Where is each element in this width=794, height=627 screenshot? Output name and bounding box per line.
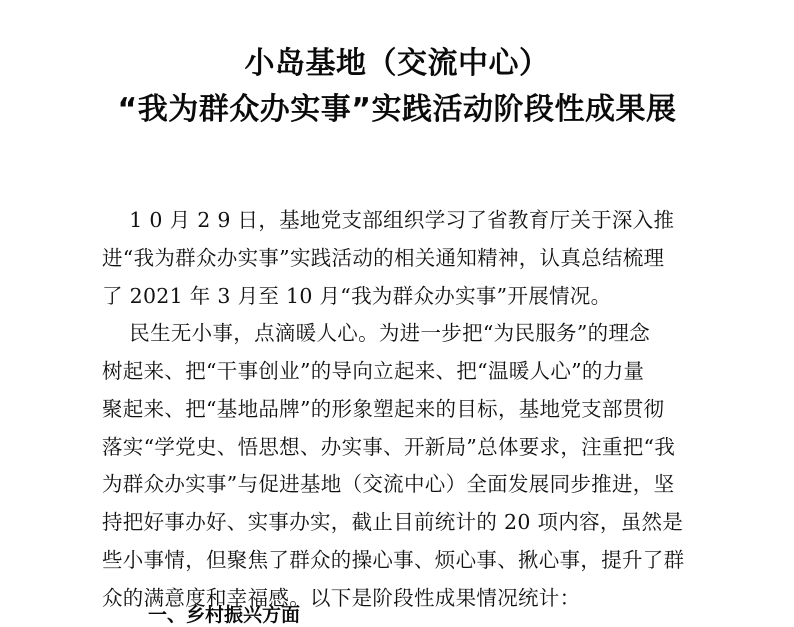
paragraph-line: 聚起来、把“基地品牌”的形象塑起来的目标，基地党支部贯彻 bbox=[102, 397, 665, 421]
paragraph-line: 持把好事办好、实事办实，截止目前统计的 20 项内容，虽然是 bbox=[102, 510, 684, 534]
paragraph-line: 众的满意度和幸福感。以下是阶段性成果情况统计： bbox=[102, 586, 581, 610]
document-title-line2: “我为群众办实事”实践活动阶段性成果展 bbox=[117, 92, 677, 127]
paragraph-line: 为群众办实事”与促进基地（交流中心）全面发展同步推进，坚 bbox=[102, 472, 675, 496]
paragraph-line: 进“我为群众办实事”实践活动的相关通知精神，认真总结梳理 bbox=[102, 246, 665, 270]
paragraph-line: 落实“学党史、悟思想、办实事、开新局”总体要求，注重把“我 bbox=[102, 435, 676, 459]
document-title-line1: 小岛基地（交流中心） bbox=[244, 46, 550, 81]
paragraph-line: 树起来、把“干事创业”的导向立起来、把“温暖人心”的力量 bbox=[102, 359, 645, 383]
paragraph-line: 1 0 月 2 9 日，基地党支部组织学习了省教育厅关于深入推 bbox=[102, 208, 675, 232]
paragraph-line: 了 2021 年 3 月至 10 月“我为群众办实事”开展情况。 bbox=[102, 284, 612, 308]
paragraph-line: 民生无小事，点滴暖人心。为进一步把“为民服务”的理念 bbox=[102, 321, 651, 345]
paragraph-line: 些小事情，但聚焦了群众的操心事、烦心事、揪心事，提升了群 bbox=[102, 548, 685, 572]
section-heading: 一、乡村振兴方面 bbox=[148, 604, 301, 626]
